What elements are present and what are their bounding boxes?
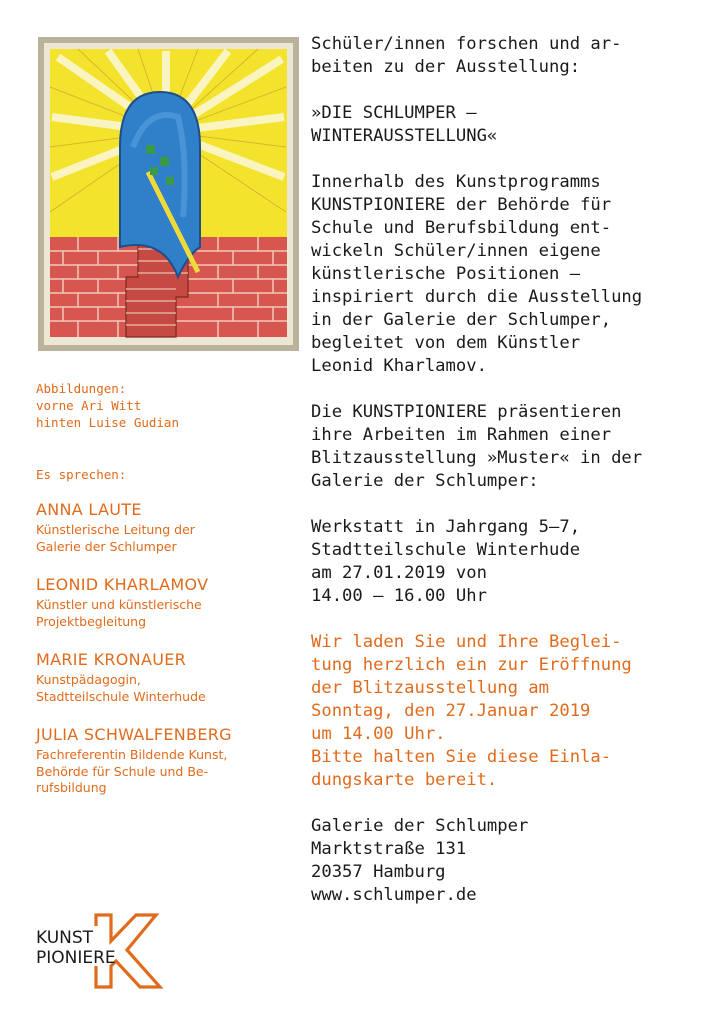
speaker-role: Fachreferentin Bildende Kunst, Behörde für Schule und Be- rufsbildung (36, 747, 228, 795)
speaker-name: LEONID KHARLAMOV (36, 575, 209, 594)
speakers-heading: Es sprechen: (36, 467, 127, 482)
left-column (36, 380, 306, 797)
speaker-name: ANNA LAUTE (36, 500, 142, 519)
exhibition-title: »DIE SCHLUMPER – WINTERAUSSTELLUNG« (311, 103, 498, 146)
presentation-text: Die KUNSTPIONIERE präsentieren ihre Arbeiten im Rahmen einer Blitzausstellung »Muster« in der Galerie der Schlumper: (311, 402, 643, 491)
logo-line-1: KUNST (36, 928, 94, 948)
image-credits: Abbildungen: vorne Ari Witt hinten Luise Gudian (36, 381, 179, 430)
workshop-details: Werkstatt in Jahrgang 5–7, Stadtteilschule Winterhude am 27.01.2019 von 14.00 – 16.00 Uhr (311, 517, 581, 606)
speaker-name: MARIE KRONAUER (36, 650, 187, 669)
kunstpioniere-logo (36, 913, 164, 990)
speaker-list (36, 500, 306, 797)
speaker-anna-laute (36, 500, 306, 555)
intro-text: Schüler/innen forschen und ar- beiten zu der Ausstellung: (311, 34, 622, 77)
speaker-role: Künstler und künstlerische Projektbegleitung (36, 597, 202, 629)
gallery-address: Galerie der Schlumper Marktstraße 131 20357 Hamburg www.schlumper.de (311, 816, 529, 905)
speaker-leonid-kharlamov (36, 575, 306, 630)
speaker-role: Kunstpädagogin, Stadtteilschule Winterhude (36, 672, 206, 704)
logo-line-2: PIONIERE (36, 948, 116, 968)
speaker-julia-schwalfenberg (36, 725, 306, 797)
main-text-column (311, 33, 716, 907)
speaker-role: Künstlerische Leitung der Galerie der Schlumper (36, 522, 195, 554)
invitation-text: Wir laden Sie und Ihre Beglei- tung herzlich ein zur Eröffnung der Blitzausstellung am Sonntag, den 27.Januar 2019 um 14.00 Uhr. Bitte halten Sie diese Einla- dungskarte bereit. (311, 632, 632, 790)
program-description: Innerhalb des Kunstprogramms KUNSTPIONIERE der Behörde für Schule und Berufsbildung ent- wickeln Schüler/innen eigene künstlerische Positionen – inspiriert durch die Ausstellung in der Galerie der Schlumper, begleitet von dem Künstler Leonid Kharlamov. (311, 172, 643, 376)
speaker-name: JULIA SCHWALFENBERG (36, 725, 232, 744)
speaker-marie-kronauer (36, 650, 306, 705)
artwork-image (38, 37, 299, 351)
